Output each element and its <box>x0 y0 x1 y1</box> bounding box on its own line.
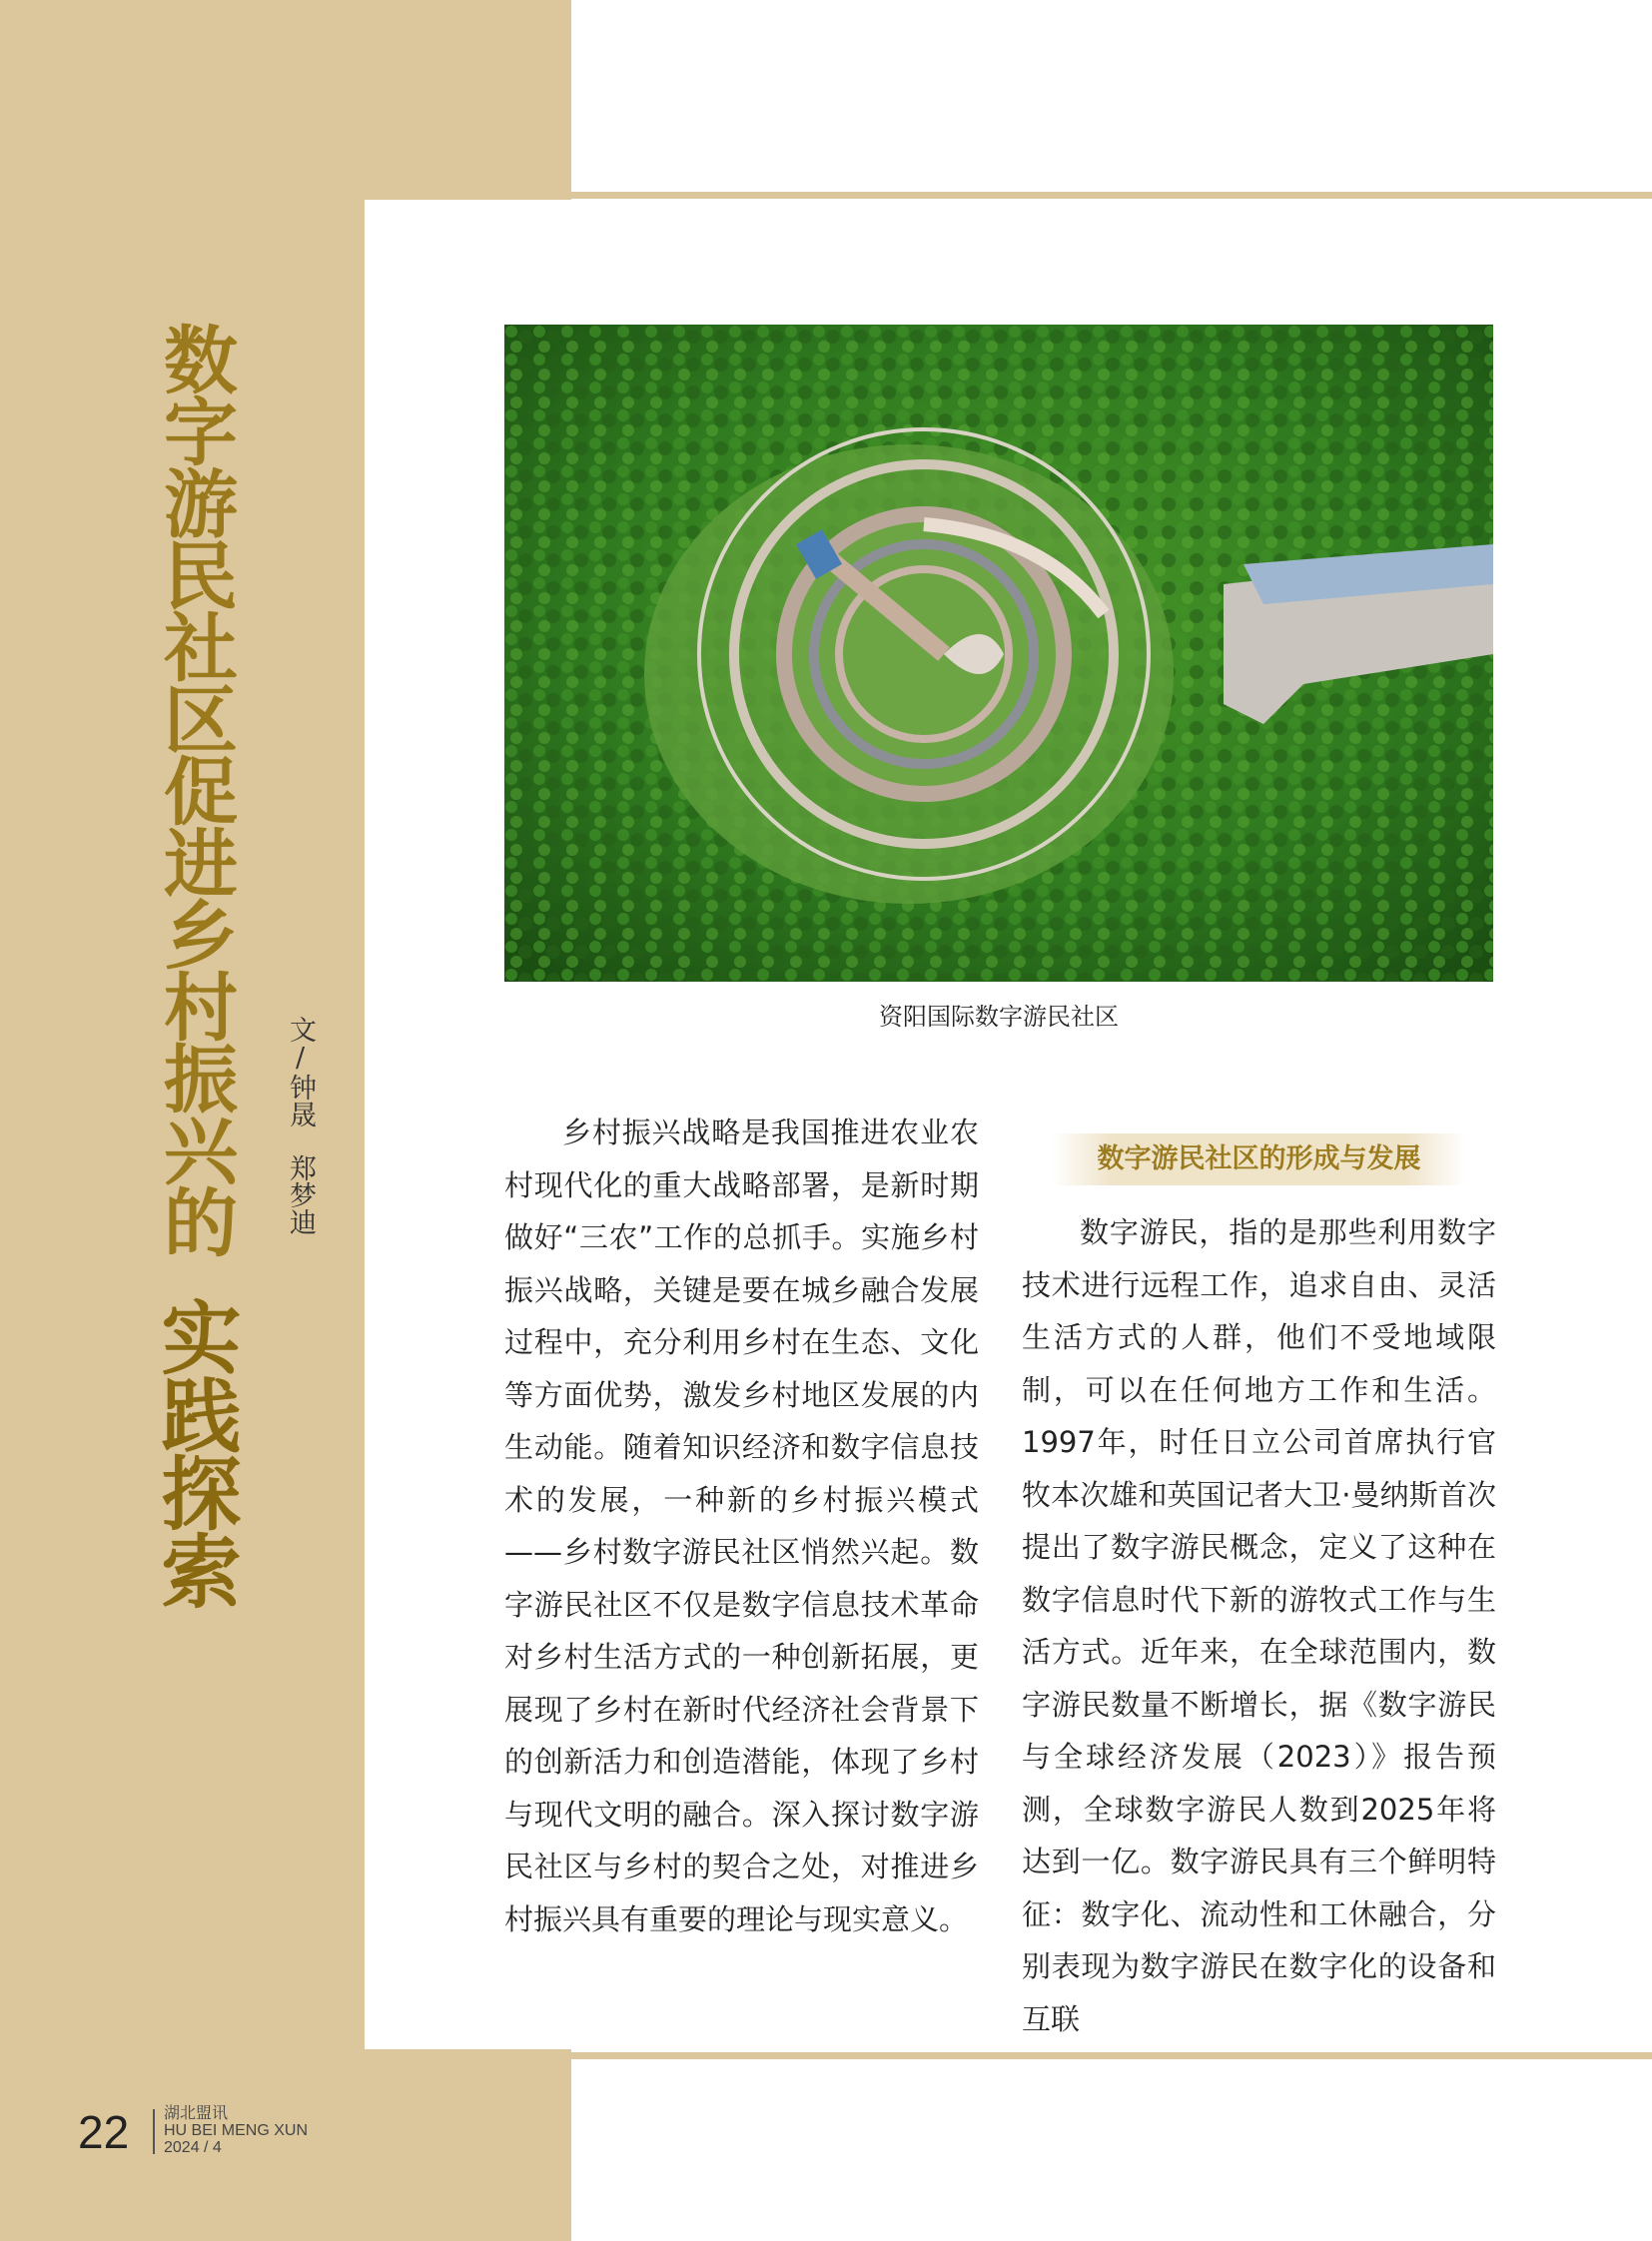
article-title <box>145 322 245 1608</box>
body-column-2 <box>1022 1206 1496 2045</box>
magazine-info <box>164 2105 308 2156</box>
magazine-name-en: HU BEI MENG XUN <box>164 2122 309 2139</box>
title-main: 数字游民社区促进乡村振兴的 <box>152 322 238 1256</box>
paragraph-definition: 数字游民，指的是那些利用数字技术进行远程工作，追求自由、灵活生活方式的人群，他们不受地域限制，可以在任何地方工作和生活。1997年，时任日立公司首席执行官牧本次雄和英国记者大卫·曼纳斯首次提出了数字游民概念，定义了这种在数字信息时代下新的游牧式工作与生活方式。近年来，在全球范围内，数字游民数量不断增长，据《数字游民与全球经济发展（2023）》报告预测，全球数字游民人数到2025年将达到一亿。数字游民具有三个鲜明特征：数字化、流动性和工休融合，分别表现为数字游民在数字化的设备和互联 <box>1022 1215 1496 2036</box>
issue-number: 2024 / 4 <box>164 2139 222 2156</box>
magazine-name-cn: 湖北盟讯 <box>164 2105 229 2122</box>
title-emphasis: 实践探索 <box>148 1296 242 1608</box>
body-column-1 <box>504 1107 979 1945</box>
section-heading: 数字游民社区的形成与发展 <box>1052 1133 1466 1185</box>
author-byline: 文/钟晟 郑梦迪 <box>285 1016 316 1235</box>
page-number: 22 <box>78 2106 130 2158</box>
paragraph-intro: 乡村振兴战略是我国推进农业农村现代化的重大战略部署，是新时期做好“三农”工作的总抓手。实施乡村振兴战略，关键是要在城乡融合发展过程中，充分利用乡村在生态、文化等方面优势，激发乡村地区发展的内生动能。随着知识经济和数字信息技术的发展，一种新的乡村振兴模式——乡村数字游民社区悄然兴起。数字游民社区不仅是数字信息技术革命对乡村生活方式的一种创新拓展，更展现了乡村在新时代经济社会背景下的创新活力和创造潜能，体现了乡村与现代文明的融合。深入探讨数字游民社区与乡村的契合之处，对推进乡村振兴具有重要的理论与现实意义。 <box>504 1116 979 1936</box>
photo-caption: 资阳国际数字游民社区 <box>879 1003 1119 1031</box>
footer-divider <box>153 2109 155 2154</box>
aerial-photo <box>504 325 1493 982</box>
divider-top <box>571 192 1652 199</box>
divider-bottom <box>571 2052 1652 2059</box>
aerial-photo-illustration <box>504 325 1493 982</box>
